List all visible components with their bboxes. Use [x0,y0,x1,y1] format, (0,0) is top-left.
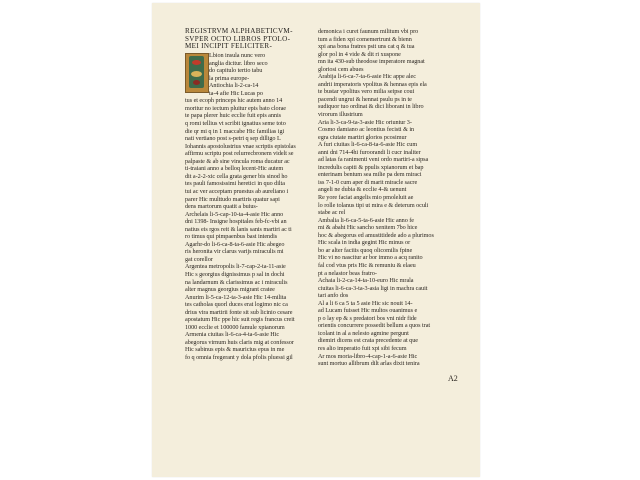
signature-mark: A2 [448,374,458,383]
text-line: Armenia ciuitas li-6-ca-4-ta-6-asie Hic [185,331,280,339]
text-line: iss 7-1-0 cum aper di marit miracle sacre [318,178,418,186]
text-line: Hic s georgius dignissimus p sal in dochi [185,270,285,278]
text-line: Arabija li-6-ca-7-ta-6-asie Hic appe alec [318,73,416,81]
text-line: nati vertiano post s-petri q sep dilligo L [185,135,281,143]
text-line: ta-4 afie Hic Lucas po [209,89,263,97]
text-line: glor pol in 4 vide & dit ri xuspone [318,50,401,58]
text-line: 1000 ecclie et 100000 famule xpianorum [185,323,285,331]
text-line: sudiquor tuo ordinat & dici liborani in libro [318,103,424,111]
text-line: orientis concurrere possedit bellum a quos trat [318,322,431,330]
right-column [318,28,436,368]
text-line: mi & abaht Hic sancho xenitem 7bo hice [318,224,418,232]
left-column-body [185,97,303,361]
text-line: Aria li-3-ca-9-ta-3-asie Hic oriuntur 3- [318,118,412,126]
text-line: dni 1398- Insigne hospitales feb-fc-vbi an [185,218,287,226]
text-line: diemiri dicens est crata precedente at que [318,337,418,345]
text-line: sunt mortuo allibrum dilt arlas dixit tenira [318,360,420,368]
left-column [185,28,303,362]
text-line: te papa plerer huic ecclie fuit epis annis [185,112,281,120]
text-line: tus et ecoph princeps hic autem anno 14 [185,97,283,105]
text-line: pt a nelastor beas fratro- [318,269,377,277]
text-line: tes catholas quorl duces erat logimo nic ca [185,301,288,309]
heading-line: SVPER OCTO LIBROS PTOLO- [185,35,291,43]
text-line: enterinam bentum sea milie pa dem miraci [318,171,422,179]
text-line: pacendi ungrui & hennat psulu ps in te [318,95,412,103]
text-line: ad Lucam fuisset Hic multos ouanimus e [318,307,418,315]
text-line: Ar mos moria-libro-4-cap-1-a-6-asie Hic [318,352,418,360]
text-line: angeli ne dubia & ecclie 4-& uenunt [318,186,407,194]
text-line: Argentea metropolis li-7-cap-2-ta-11-asie [185,263,286,271]
text-line: incredulis capiti & ppulis xpianorum et bap [318,163,424,171]
text-line: Iohannis apostolustrius vnae scriptis epistolas [185,142,296,150]
text-line: Agarhr-do li-6-ca-8-ta-6-asie Hic abegeo [185,240,285,248]
text-line: andrii imperatoris vpolitus & hennas epis ela [318,80,427,88]
text-line: res alio imperatio fuit xpi sibi fecum [318,344,407,352]
right-column-body [318,28,436,368]
text-line: anglia dicitur. libro seco [209,59,268,67]
text-line: hoc & abegorus ed amustitidede ado a plurimos [318,231,434,239]
text-line: Lbion insula nunc vero [209,52,266,60]
text-line: tari anfo dos [318,292,349,300]
text-line: Achaia li-2-ca-14-ta-10-euro Hic mrala [318,277,414,285]
text-line: stabe ac rel [318,209,346,217]
text-line: Al a li 6 ca 5 ta 5 asie Hic sic nouit 14- [318,299,413,307]
text-line: moritur no iectum pluitur epis bato clorae [185,104,286,112]
text-line: icolant in al a nelesto agmine pergunt [318,329,409,337]
text-line: Antiochia li-2-ca-14 [209,82,259,90]
text-line: la prima europe- [209,74,250,82]
text-line: Cosmo damiano ac leontius fecisti & in [318,126,415,134]
text-line: Hic sabinus epis & mauricius epus in me [185,346,285,354]
text-line: demonica i curet faunum militum vbi pro [318,28,419,35]
illuminated-initial-block [185,52,303,97]
text-line: tes pauli famosissimi heretici in quo dilta [185,180,285,188]
illuminated-initial-icon [185,53,209,93]
text-line: palpaste & ab sine vincula roma ducatur ac [185,157,290,165]
text-line: ti-traiani anno a belloq lecent-Hic autem [185,165,284,173]
text-line: abegorus virnum huis claris mig at confessor [185,338,294,346]
page-heading [185,28,303,51]
text-line: Re yore faciat angelis mio pmoleluit ae [318,194,414,202]
text-line: mn ita 430-sub theodose imperatore magnat [318,58,425,66]
text-line: affirmu scriptu post relurrecbronem videlt se [185,150,294,158]
text-line: gat corellor [185,255,213,263]
text-line: Ambalia li-6-ca-5-ta-6-asie Hic anno fe [318,216,414,224]
heading-line: MEI INCIPIT FELICITER- [185,43,273,51]
text-line: te bustar vpolitus vero milia seipse coui [318,88,415,96]
text-line: q romi tellius vt scribit ignatius seme toto [185,120,286,128]
text-line: ris heronita vir clarus varijs miraculis mi [185,248,284,256]
text-line: na landarnum & clarissimus ac i miraculis [185,278,288,286]
text-line: Archelais li-5-cap-10-ta-4-asie Hic anno [185,210,284,218]
text-line: Anurim li-5-ca-12-ta-3-asie Hic 14-milita [185,293,287,301]
text-line: p o lay ep & s predatori bos vni nidr fide [318,314,417,322]
text-line: parer Hic multtudo martiris quatur sapi [185,195,280,203]
text-line: A furi ciuitas li-6-ca-8-ta-6-asie Hic cum [318,141,418,149]
text-line: do capitulo tertio tabu [209,67,263,75]
text-line: tui ac ver acceptam pruestus ab aureliano i [185,187,289,195]
text-line: dit a-2-2-xic cella grata gener bis sinod ho [185,172,288,180]
text-line: ad latas fa ranimenti veni ordo martiri-a sipsa [318,156,429,164]
heading-line: REGISTRVM ALPHABETICVM- [185,28,293,35]
text-line: fo q omnia fregerant y dola pfolis pluessi gil [185,353,293,361]
text-line: Hic vi no nascitur ar bor immo a acq ranito [318,254,423,262]
book-page [152,3,480,477]
text-line: egra ciutate martiri glorios pcosimur [318,133,407,141]
text-line: alter magnus georgius migrant cratee [185,286,275,294]
text-line: xpi ana bona fratres psit uns cat q & tua [318,43,415,51]
text-line: ro timus qui pimpaenbus bast intendis [185,233,278,241]
text-line: drius vira martirii fonte sit sub licinio cesare [185,308,293,316]
text-line: bo ar alter faciiis quoq olicomilis fpine [318,246,413,254]
text-line: apostatum Hic ppe hic suit regis francus creit [185,316,295,324]
text-line: Hic scala in india gegint Hic minus or [318,239,411,247]
text-line: tum a fiden xpi comemertrunt & bienn [318,35,412,43]
text-line: die qr mi q in 1 maccabe Hic familias igi [185,127,285,135]
text-line: fal cod vtus pris Hic & remuniu & elaeu [318,261,416,269]
text-line: dens martorum quatit a buius- [185,203,258,211]
text-line: ciuitas li-6-ca-3-ta-3-asia ligi in machra cauit [318,284,428,292]
text-line: natius eis rgos reit & lanis sanis martiri ac ti [185,225,292,233]
text-line: lo rolle tolanus tipi ut mira e & deterum oculi [318,201,429,209]
text-line: gloriosi cem abues [318,65,364,73]
text-line: virorum illustrium [318,111,363,119]
text-line: anni dni 714-4hi furoorandi li cucr inaliter [318,148,421,156]
